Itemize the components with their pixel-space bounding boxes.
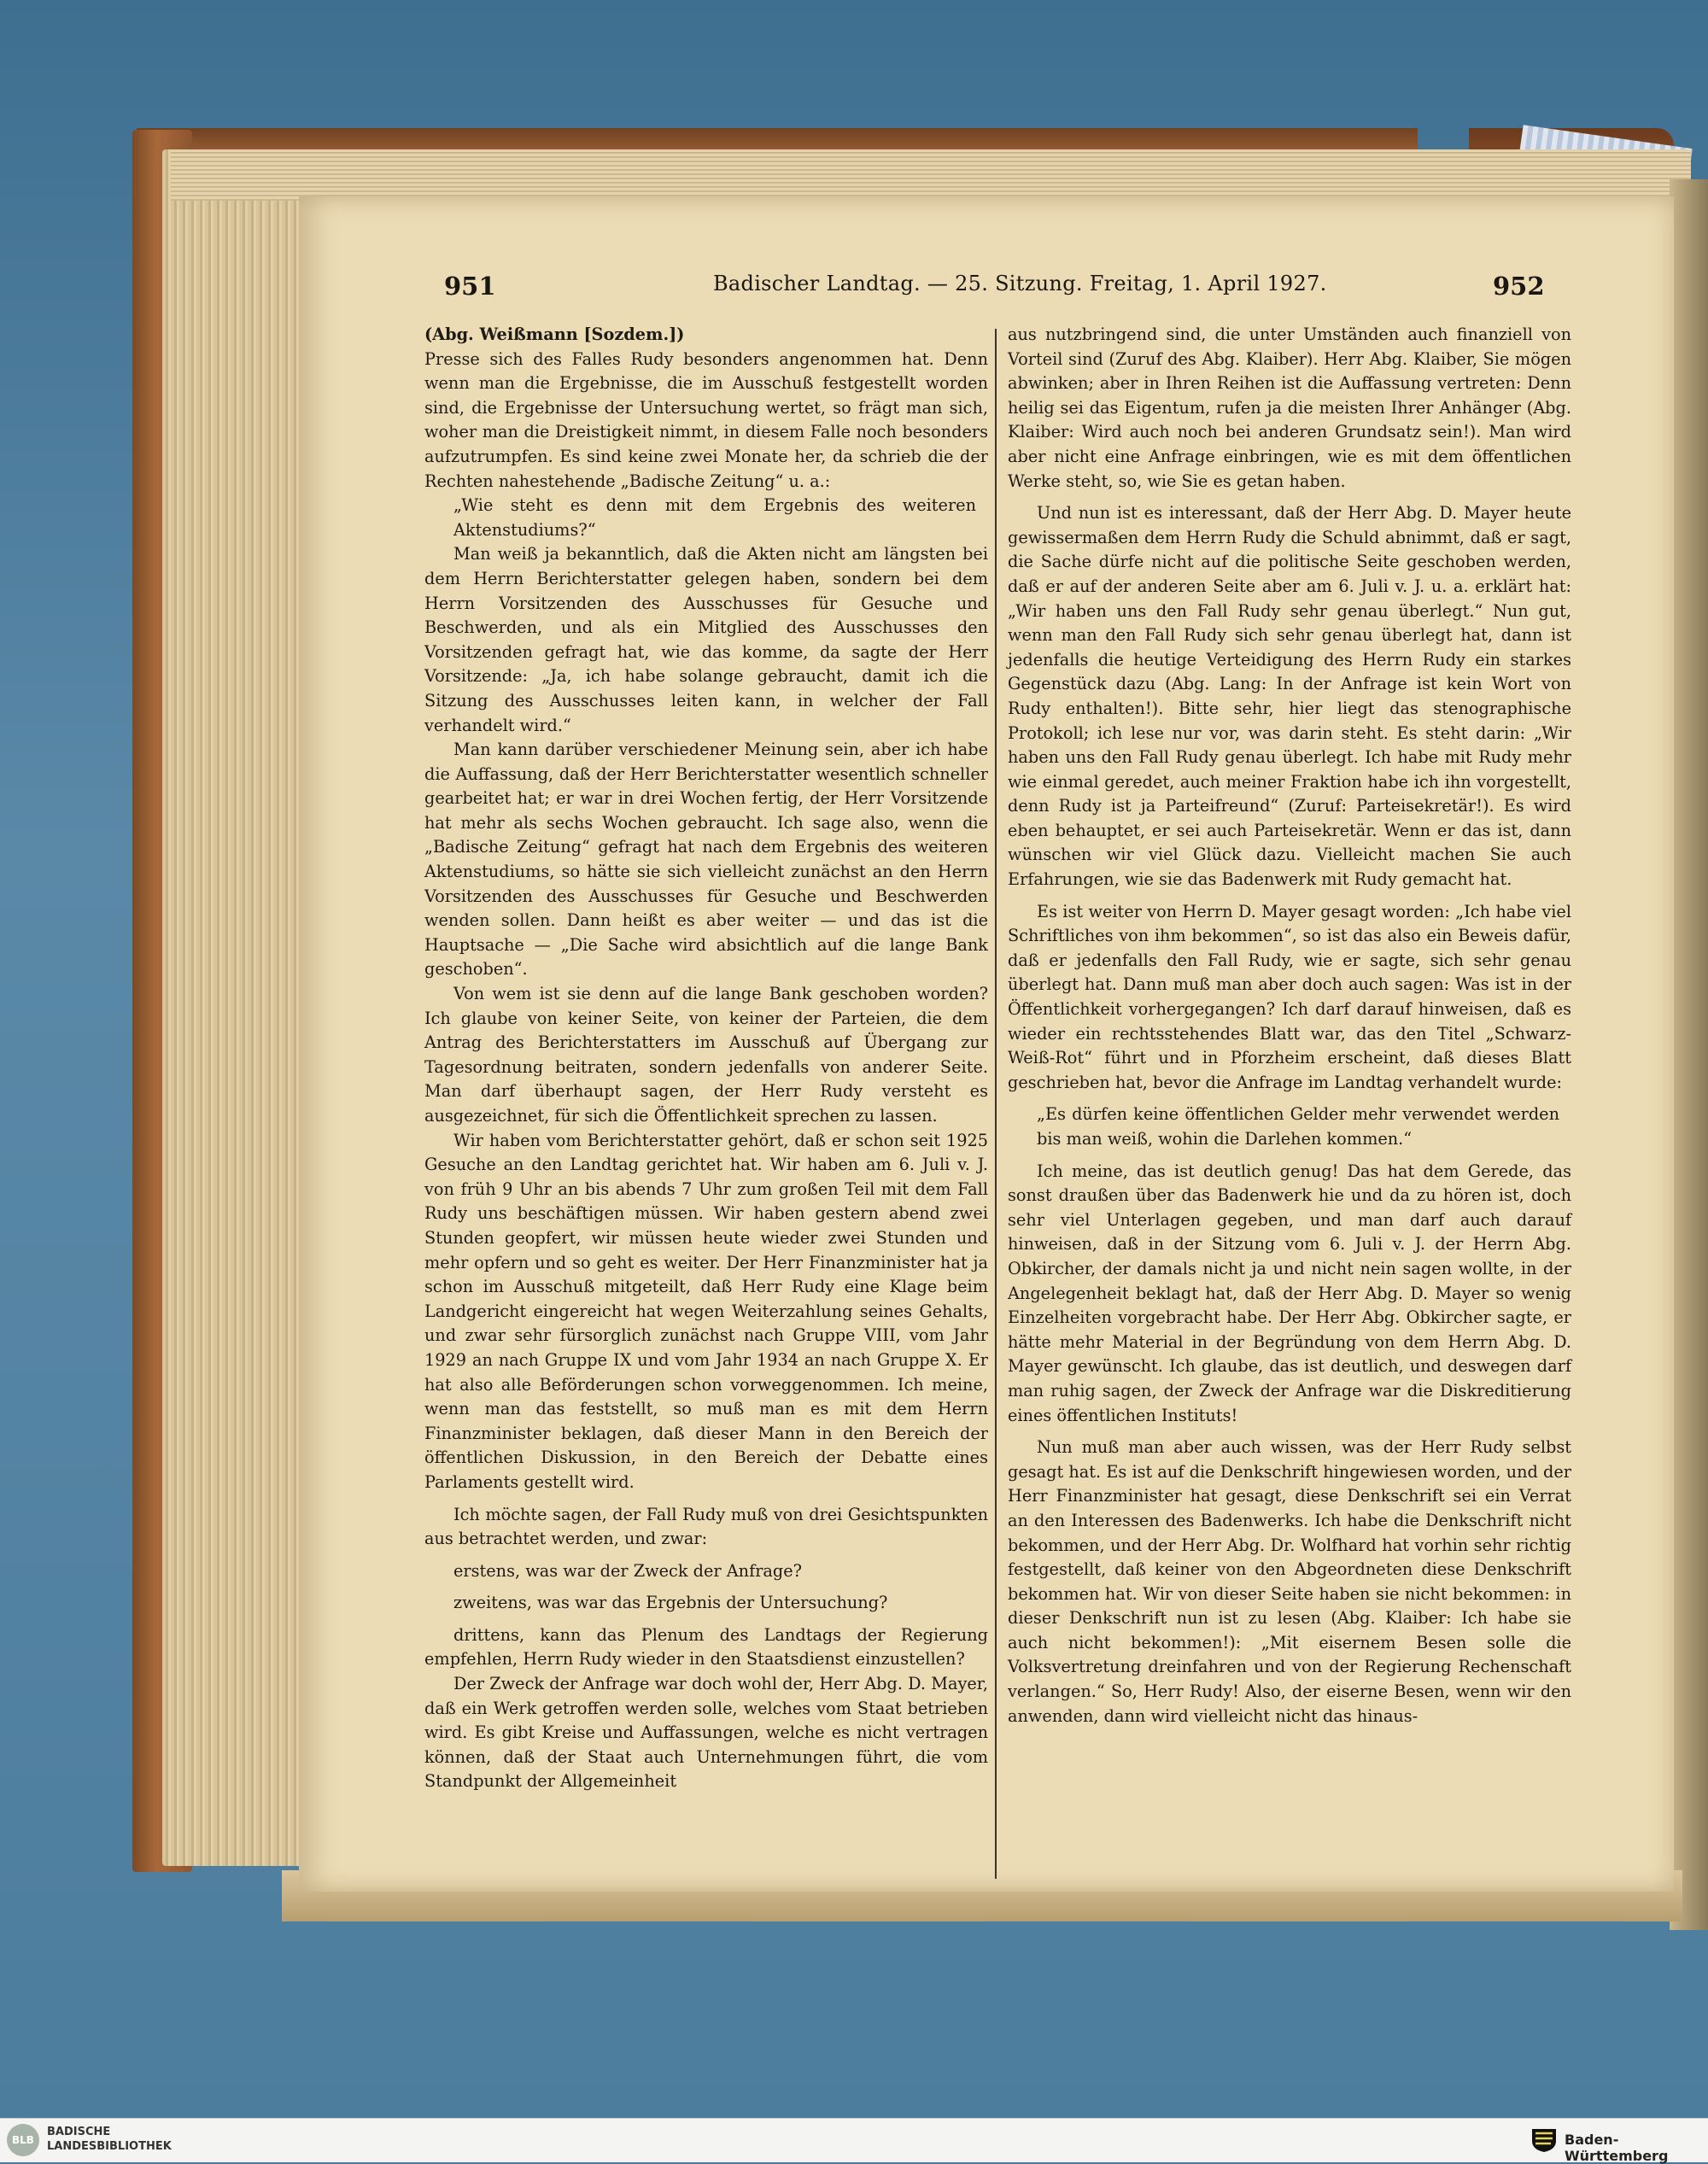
paragraph: drittens, kann das Plenum des Landtags der Regierung empfehlen, Herrn Rudy wieder in den Staatsdienst einzustellen?: [424, 1624, 988, 1670]
right-text-column: [1008, 323, 1571, 1728]
right-page-edge: [1670, 179, 1708, 1930]
paragraph: Von wem ist sie denn auf die lange Bank geschoben worden? Ich glaube von keiner Seite, von keiner der Parteien, die dem Antrag des Berichterstatters im Ausschuß auf Übergang zur Tagesordnung beitraten, sondern jedenfalls von anderer Seite. Man darf überhaupt sagen, der Herr Rudy versteht es ausgezeichnet, für sich die Öffentlichkeit sprechen zu lassen.: [424, 984, 988, 1126]
library-name-line1: BADISCHE: [47, 2126, 111, 2138]
paragraph: „Wie steht es denn mit dem Ergebnis des weiteren Aktenstudiums?“: [453, 495, 976, 540]
blb-logo-icon[interactable]: BLB: [7, 2124, 39, 2156]
paragraph: erstens, was war der Zweck der Anfrage?: [453, 1560, 803, 1581]
paragraph: „Es dürfen keine öffentlichen Gelder mehr verwendet werden bis man weiß, wohin die Darlehen kommen.“: [1037, 1104, 1559, 1149]
paragraph: Der Zweck der Anfrage war doch wohl der, Herr Abg. D. Mayer, daß ein Werk getroffen werden solle, welches vom Staat betrieben wird. Es gibt Kreise und Auffassungen, welche es nicht vertragen können, daß der Staat auch Unternehmungen führt, die vom Standpunkt der Allgemeinheit: [424, 1674, 988, 1792]
page-number-right: 952: [1493, 272, 1545, 301]
paragraph: Und nun ist es interessant, daß der Herr Abg. D. Mayer heute gewissermaßen dem Herrn Rudy die Schuld abnimmt, daß er sagt, die Sache dürfe nicht auf die politische Seite geschoben werden, daß er auf der anderen Seite aber am 6. Juli v. J. u. a. erklärt hat: „Wir haben uns den Fall Rudy sehr genau überlegt.“ Nun gut, wenn man den Fall Rudy sich sehr genau überlegt hat, dann ist jedenfalls die heutige Verteidigung des Herrn Rudy ein starkes Gegenstück dazu (Abg. Lang: In der Anfrage ist kein Wort von Rudy enthalten!). Bitte sehr, hier liegt das stenographische Protokoll; ich lese nur vor, was darin steht. Es steht darin: „Wir haben uns den Fall Rudy genau überlegt. Ich habe mit Rudy mehr wie einmal geredet, auch meiner Fraktion habe ich ihn vorgestellt, denn Rudy ist ja Parteifreund“ (Zuruf: Parteisekretär!). Es wird eben behauptet, er sei auch Parteisekretär. Wenn er das ist, dann wünschen wir viel Glück dazu. Vielleicht machen Sie auch Erfahrungen, wie sie das Badenwerk mit Rudy gemacht hat.: [1008, 503, 1571, 890]
paragraph: Nun muß man aber auch wissen, was der Herr Rudy selbst gesagt hat. Es ist auf die Denkschrift hingewiesen worden, und der Herr Finanzminister hat gesagt, diese Denkschrift sei ein Verrat an den Interessen des Badenwerks. Ich habe die Denkschrift nicht bekommen, und der Herr Abg. Dr. Wolfhard hat vorhin sehr richtig festgestellt, daß keiner von den Abgeordneten diese Denkschrift bekommen hat. Wir von dieser Seite haben sie nicht bekommen: in dieser Denkschrift nun ist zu lesen (Abg. Klaiber: Ich habe sie auch nicht bekommen!): „Mit eisernem Besen solle die Volksvertretung dreinfahren und von der Regierung Rechenschaft verlangen.“ So, Herr Rudy! Also, der eiserne Besen, wenn wir den anwenden, dann wird vielleicht nicht das hinaus-: [1008, 1437, 1571, 1726]
paragraph: zweitens, was war das Ergebnis der Untersuchung?: [453, 1593, 888, 1613]
page-number-left: 951: [444, 272, 496, 301]
footer-bar: [0, 2118, 1708, 2162]
paragraph: Ich meine, das ist deutlich genug! Das hat dem Gerede, das sonst draußen über das Badenwerk hie und da zu hören ist, doch sehr viel Unterlagen gegeben, und man darf auch darauf hinweisen, daß in der Sitzung vom 6. Juli v. J. der Herrn Abg. Obkircher, der damals nicht ja und nicht nein sagen wollte, in der Angelegenheit beklagt hat, daß der Herr Abg. D. Mayer so wenig Einzelheiten vorgebracht habe. Der Herr Abg. Obkircher sagte, er hätte mehr Material in der Begründung von dem Herrn Abg. D. Mayer gewünscht. Ich glaube, das ist deutlich, und deswegen darf man ruhig sagen, der Zweck der Anfrage war die Diskreditierung eines öffentlichen Instituts!: [1008, 1161, 1571, 1425]
paragraph: (Abg. Weißmann [Sozdem.]): [424, 325, 685, 344]
paragraph: aus nutzbringend sind, die unter Umständen auch finanziell von Vorteil sind (Zuruf des Abg. Klaiber). Herr Abg. Klaiber, Sie mögen abwinken; aber in Ihren Reihen ist die Auffassung vertreten: Denn heilig sei das Eigentum, rufen ja die meisten Ihrer Anhänger (Abg. Klaiber: Wird auch noch bei anderen Grundsatz sein!). Man wird aber nicht eine Anfrage einbringen, wie es mit dem öffentlichen Werke steht, so, wie Sie es getan haben.: [1008, 325, 1571, 491]
paragraph: Ich möchte sagen, der Fall Rudy muß von drei Gesichtspunkten aus betrachtet werden, und zwar:: [424, 1504, 988, 1549]
state-name[interactable]: Baden-Württemberg: [1565, 2132, 1669, 2164]
left-text-column: [424, 323, 988, 1794]
paragraph: Man kann darüber verschiedener Meinung sein, aber ich habe die Auffassung, daß der Herr Berichterstatter wesentlich schneller gearbeitet hat; er war in drei Wochen fertig, der Herr Vorsitzende hat mehr als sechs Wochen gebraucht. Ich sage also, wenn die „Badische Zeitung“ gefragt hat nach dem Ergebnis des weiteren Aktenstudiums, so hätte sie sich vielleicht zunächst an den Herrn Vorsitzenden des Ausschusses für Gesuche und Beschwerden wenden sollen. Dann heißt es aber weiter — und das ist die Hauptsache — „Die Sache wird absichtlich auf die lange Bank geschoben“.: [424, 740, 988, 980]
paragraph: Presse sich des Falles Rudy besonders angenommen hat. Denn wenn man die Ergebnisse, die im Ausschuß festgestellt worden sind, die Ergebnisse der Untersuchung wertet, so frägt man sich, woher man die Dreistigkeit nimmt, in diesem Falle noch besonders aufzutrumpfen. Es sind keine zwei Monate her, da schrieb die der Rechten nahestehende „Badische Zeitung“ u. a.:: [424, 348, 988, 491]
page-stack-top-edge: [171, 149, 1691, 201]
running-title: Badischer Landtag. — 25. Sitzung. Freitag, 1. April 1927.: [713, 272, 1327, 295]
column-divider: [995, 329, 997, 1879]
paragraph: Es ist weiter von Herrn D. Mayer gesagt worden: „Ich habe viel Schriftliches von ihm bekommen“, so ist das also ein Beweis dafür, daß er jedenfalls den Fall Rudy, wie er sagte, sich sehr genau überlegt hat. Dann muß man aber doch auch sagen: Was ist in der Öffentlichkeit vorhergegangen? Ich darf darauf hinweisen, daß es wieder ein rechtsstehendes Blatt war, das den Titel „Schwarz-Weiß-Rot“ führt und in Pforzheim erscheint, daß dieses Blatt geschrieben hat, bevor die Anfrage im Landtag verhandelt wurde:: [1008, 901, 1571, 1092]
page-stack-edge: [162, 149, 316, 1866]
coat-of-arms-icon: [1529, 2126, 1559, 2153]
paragraph: Man weiß ja bekanntlich, daß die Akten nicht am längsten bei dem Herrn Berichterstatter gelegen haben, sondern bei dem Herrn Vorsitzenden des Ausschusses für Gesuche und Beschwerden, und als ein Mitglied des Ausschusses den Vorsitzenden gefragt hat, wie das komme, da sagte der Herr Vorsitzende: „Ja, ich habe solange gebraucht, damit ich die Sitzung des Ausschusses leiten kann, in welcher der Fall verhandelt wird.“: [424, 544, 988, 735]
library-name[interactable]: [47, 2125, 172, 2154]
paragraph: Wir haben vom Berichterstatter gehört, daß er schon seit 1925 Gesuche an den Landtag gerichtet hat. Wir haben am 6. Juli v. J. von früh 9 Uhr an bis abends 7 Uhr zum großen Teil mit dem Fall Rudy uns beschäftigen müssen. Wir haben gestern abend zwei Stunden geopfert, wir müssen heute wieder zwei Stunden und mehr opfern und so geht es weiter. Der Herr Finanzminister hat ja schon im Ausschuß mitgeteilt, daß Herr Rudy eine Klage beim Landgericht eingereicht hat wegen Weiterzahlung seines Gehalts, und zwar sehr fürsorglich zunächst nach Gruppe VIII, vom Jahr 1929 an nach Gruppe IX und vom Jahr 1934 an nach Gruppe X. Er hat also alle Beförderungen schon vorweggenommen. Ich meine, wenn man das feststellt, so muß man es mit dem Herrn Finanzminister beklagen, daß dieser Mann in den Bereich der öffentlichen Diskussion, in den Bereich der Debatte eines Parlaments gestellt wird.: [424, 1130, 988, 1492]
library-name-line2: LANDESBIBLIOTHEK: [47, 2140, 172, 2153]
